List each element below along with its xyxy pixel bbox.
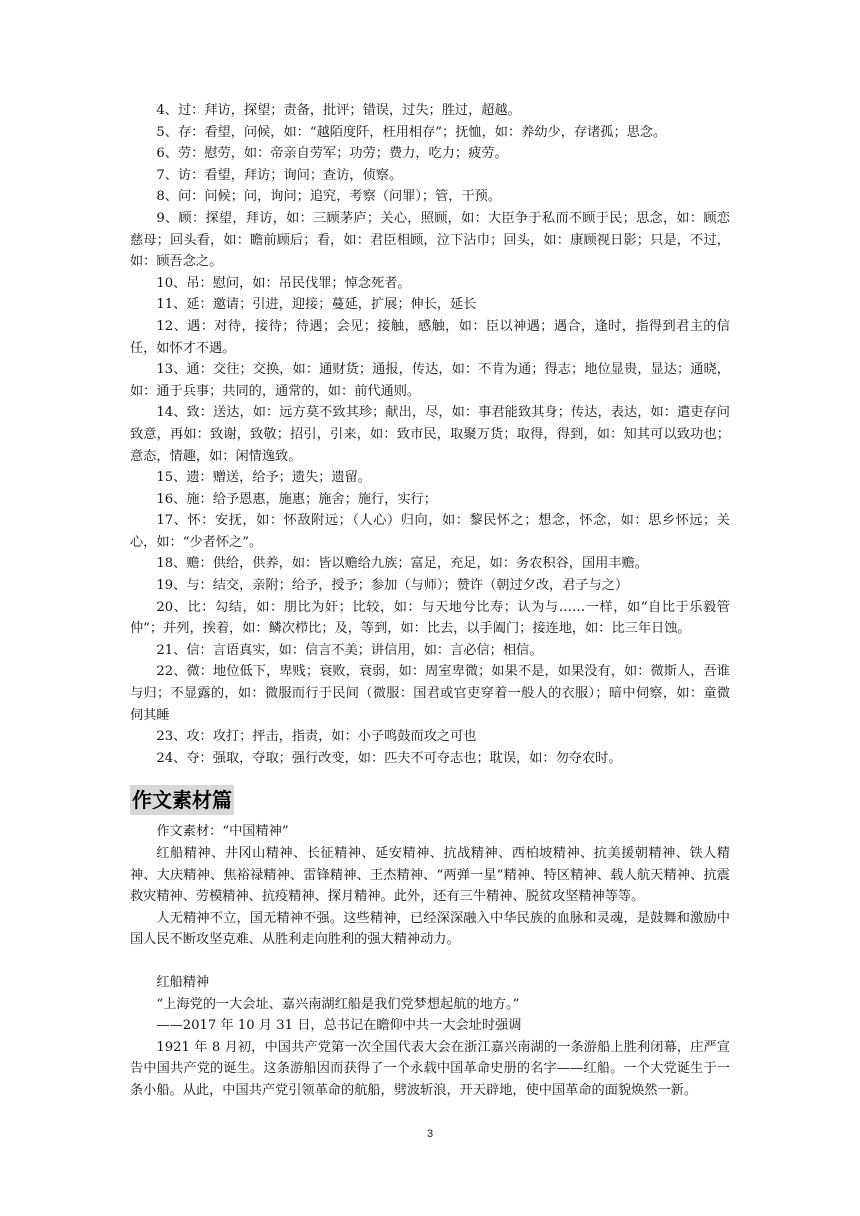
definition-item: 19、与：结交，亲附；给予，授予；参加（与师）；赞许（朝过夕改，君子与之） (156, 578, 629, 594)
definition-item: 13、通：交往；交换，如：通财货；通报，传达，如：不肯为通；得志；地位显贵，显达；通晓，如：通于兵事；共同的，通常的，如：前代通则。 (130, 362, 730, 399)
definition-item: 11、延：邀请；引进，迎接；蔓延，扩展；伸长，延长 (156, 297, 477, 313)
definition-item: 20、比：勾结，如：朋比为奸；比较，如：与天地兮比寿；认为与……一样，如“自比于乐毅管仲”；并列，挨着，如：鳞次栉比；及，等到，如：比去，以手阖门；接连地，如：比三年日蚀。 (130, 599, 730, 637)
definition-item: 14、致：送达，如：远方莫不致其珍；献出，尽，如：事君能致其身；传达，表达，如：遣吏存问致意，再如：致谢，致敬；招引，引来，如：致市民，取聚万货；取得，得到，如：知其可以致功也；意态，情趣，如：闲情逸致。 (130, 405, 730, 464)
intro-label: 作文素材：“中国精神” (156, 824, 289, 840)
definition-item: 8、问：问候；问，询问；追究，考察（问罪）；管，干预。 (156, 189, 502, 205)
definition-item: 23、攻：攻打；抨击，指责，如：小子鸣鼓而攻之可也 (156, 729, 477, 745)
definition-item: 12、遇：对待，接待；待遇；会见；接触，感触，如：臣以神遇；遇合，逢时，指得到君主的信任，如怀才不遇。 (130, 318, 730, 356)
definition-item: 17、怀：安抚，如：怀敌附远；（人心）归向，如：黎民怀之；想念，怀念，如：思乡怀远；关心，如：“少者怀之”。 (130, 513, 730, 550)
blank-line (130, 951, 730, 972)
definition-item: 16、施：给予恩惠，施惠；施舍；施行，实行； (156, 491, 437, 507)
definition-item: 4、过：拜访，探望；责备，批评；错误，过失；胜过，超越。 (156, 103, 521, 118)
section-heading-wrap (130, 785, 730, 815)
definition-item: 22、微：地位低下，卑贱；衰败，衰弱，如：周室卑微；如果不是，如果没有，如：微斯人，吾谁与归；不显露的，如：微服而行于民间（微服：国君或官吏穿着一般人的衣服）；暗中伺察，如：童微伺其睡 (130, 664, 730, 723)
definition-item: 18、赡：供给，供养，如：皆以赡给九族；富足，充足，如：务农积谷，国用丰赡。 (156, 556, 648, 572)
definition-item: 15、遗：赠送，给予；遗失；遗留。 (156, 470, 371, 486)
definition-item: 5、存：看望，问候，如：“越陌度阡，枉用相存”；抚恤，如：养幼少，存诸孤；思念。 (156, 124, 667, 140)
subheading: 红船精神 (156, 974, 210, 990)
significance-paragraph: 人无精神不立，国无精神不强。这些精神，已经深深融入中华民族的血脉和灵魂，是鼓舞和激励中国人民不断攻坚克难、从胜利走向胜利的强大精神动力。 (130, 910, 730, 948)
definition-item: 9、顾：探望，拜访，如：三顾茅庐；关心，照顾，如：大臣争于私而不顾于民；思念，如：顾恋慈母；回头看，如：瞻前顾后；看，如：君臣相顾，泣下沾巾；回头，如：康顾视日影；只是，不过，如：顾吾念之。 (130, 210, 730, 270)
definition-item: 21、信：言语真实，如：信言不美；讲信用，如：言必信；相信。 (156, 642, 543, 658)
definition-item: 6、劳：慰劳，如：帝亲自劳军；功劳；费力，吃力；疲劳。 (156, 146, 508, 162)
definition-list (130, 100, 730, 769)
story-paragraph: 1921 年 8 月初，中国共产党第一次全国代表大会在浙江嘉兴南湖的一条游船上胜利闭幕，庄严宣告中国共产党的诞生。这条游船因而获得了一个永载中国革命史册的名字——红船。一个大党诞生于一条小船。从此，中国共产党引领革命的航船，劈波斩浪，开天辟地，使中国革命的面貌焕然一新。 (130, 1039, 730, 1098)
definition-item: 10、吊：慰问，如：吊民伐罪；悼念死者。 (156, 275, 411, 291)
page-content (130, 100, 730, 1102)
page-number: 3 (426, 1128, 434, 1140)
spirits-paragraph: 红船精神、井冈山精神、长征精神、延安精神、抗战精神、西柏坡精神、抗美援朝精神、铁人精神、大庆精神、焦裕禄精神、雷锋精神、王杰精神、“两弹一星”精神、特区精神、载人航天精神、抗震救灾精神、劳模精神、抗疫精神、探月精神。此外，还有三牛精神、脱贫攻坚精神等等。 (130, 846, 730, 905)
quote-source: ——2017 年 10 月 31 日，总书记在瞻仰中共一大会址时强调 (156, 1018, 522, 1034)
definition-item: 7、访：看望，拜访；询问；查访，侦察。 (156, 167, 403, 183)
definition-item: 24、夺：强取，夺取；强行改变，如：匹夫不可夺志也；耽误，如：勿夺农时。 (156, 750, 622, 766)
section-heading: 作文素材篇 (130, 785, 234, 815)
quote: “上海党的一大会址、嘉兴南湖红船是我们党梦想起航的地方。” (156, 996, 520, 1012)
